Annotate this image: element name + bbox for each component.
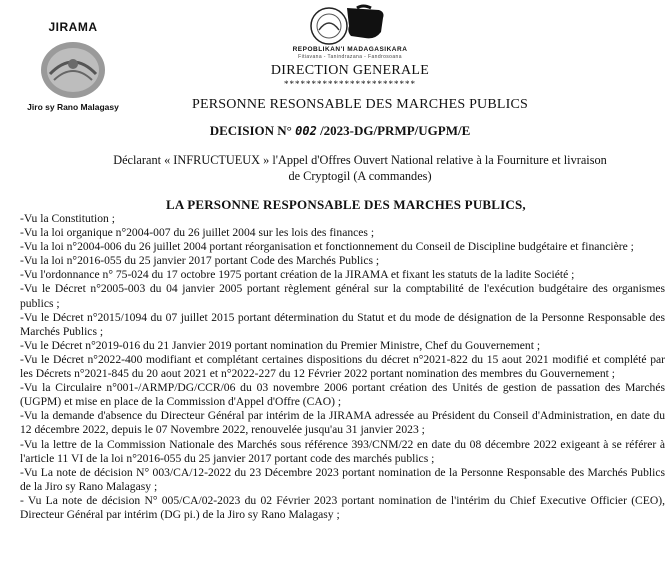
republic-name: REPOBLIKAN'I MADAGASIKARA — [292, 46, 408, 53]
list-item: - Vu La note de décision N° 005/CA/02-2023 du 02 Février 2023 portant nomination de l'intérim du Chief Executive Officier (CEO), Directeur Général par intérim (DG pi.) de la Jiro sy Rano Malagasy ; — [20, 493, 665, 521]
list-item: -Vu la lettre de la Commission Nationale des Marchés sous référence 393/CNM/22 en date du 08 décembre 2022 exigeant à se référer à l'article 11 VI de la loi n°2016-055 du 25 janvier 2017 portant code des marchés publics ; — [20, 437, 665, 465]
list-item: -Vu la loi n°2016-055 du 25 janvier 2017 portant Code des Marchés Publics ; — [20, 254, 380, 268]
decision-number: 002 — [295, 124, 317, 138]
jirama-emblem-icon — [34, 40, 112, 100]
direction-title: DIRECTION GENERALE — [270, 63, 430, 78]
list-item: -Vu le Décret n°2019-016 du 21 Janvier 2019 portant nomination du Premier Ministre, Chef du Gouvernement ; — [20, 338, 541, 352]
vu-list — [20, 212, 665, 522]
decision-line — [60, 123, 620, 139]
list-item: -Vu la loi organique n°2004-007 du 26 juillet 2004 sur les lois des finances ; — [20, 226, 375, 240]
logo-subtitle: Jiro sy Rano Malagasy — [27, 102, 119, 112]
list-item: -Vu le Décret n°2022-400 modifiant et complétant certaines dispositions du décret n°2021-822 du 15 aout 2021 modifié et complété par les Décrets n°2021-845 du 20 aout 2021 et n°2022-227 du 12 Février 2022 portant nomination des membres du Gouvernement ; — [20, 352, 665, 381]
stars-separator: ************************ — [284, 79, 416, 89]
republic-seal-icon — [295, 2, 405, 48]
decision-suffix: /2023-DG/PRMP/UGPM/E — [320, 123, 471, 138]
declarant-line-2: de Cryptogil (A commandes) — [288, 169, 432, 183]
list-item: -Vu le Décret n°2005-003 du 04 janvier 2005 portant règlement général sur la comptabilité de l'exécution budgétaire des organismes publics ; — [20, 282, 665, 310]
list-item: -Vu la demande d'absence du Directeur Général par intérim de la JIRAMA adressée au Président du Conseil d'Administration, en date du 12 décembre 2022, depuis le 07 Novembre 2022, renouvelée jusqu'au 31 janvier 2023 ; — [20, 409, 665, 437]
list-item: -Vu la loi n°2004-006 du 26 juillet 2004 portant réorganisation et fonctionnement du Conseil de Discipline budgétaire et financière ; — [20, 240, 634, 254]
decision-label: DECISION N° — [209, 123, 292, 138]
republic-motto: Fitiavana - Tanindrazana - Fandrosoana — [298, 54, 402, 60]
list-item: -Vu la Constitution ; — [20, 212, 115, 225]
list-item: -Vu le Décret n°2015/1094 du 07 juillet 2015 portant détermination du Statut et du mode de désignation de la Personne Responsable des Marchés Publics ; — [20, 310, 665, 338]
logo-title: JIRAMA — [48, 20, 98, 34]
prmp-title: PERSONNE RESONSABLE DES MARCHES PUBLICS — [191, 97, 529, 112]
list-item: -Vu la Circulaire n°001-/ARMP/DG/CCR/06 du 03 novembre 2006 portant création des Unités de gestion de passation des Marchés (UGPM) et mise en place de la Commission d'Appel d'Offre (CAO) ; — [20, 381, 665, 409]
declarant-block — [60, 152, 660, 184]
declarant-line-1: Déclarant « INFRUCTUEUX » l'Appel d'Offres Ouvert National relative à la Fourniture et livraison — [113, 153, 607, 167]
section-title: LA PERSONNE RESPONSABLE DES MARCHES PUBLICS, — [166, 197, 526, 212]
list-item: -Vu l'ordonnance n° 75-024 du 17 octobre 1975 portant création de la JIRAMA et fixant les statuts de la ladite Société ; — [20, 268, 575, 282]
list-item: -Vu La note de décision N° 003/CA/12-2022 du 23 Décembre 2023 portant nomination de la Personne Responsable des Marchés Publics de la Jiro sy Rano Malagasy ; — [20, 465, 665, 493]
